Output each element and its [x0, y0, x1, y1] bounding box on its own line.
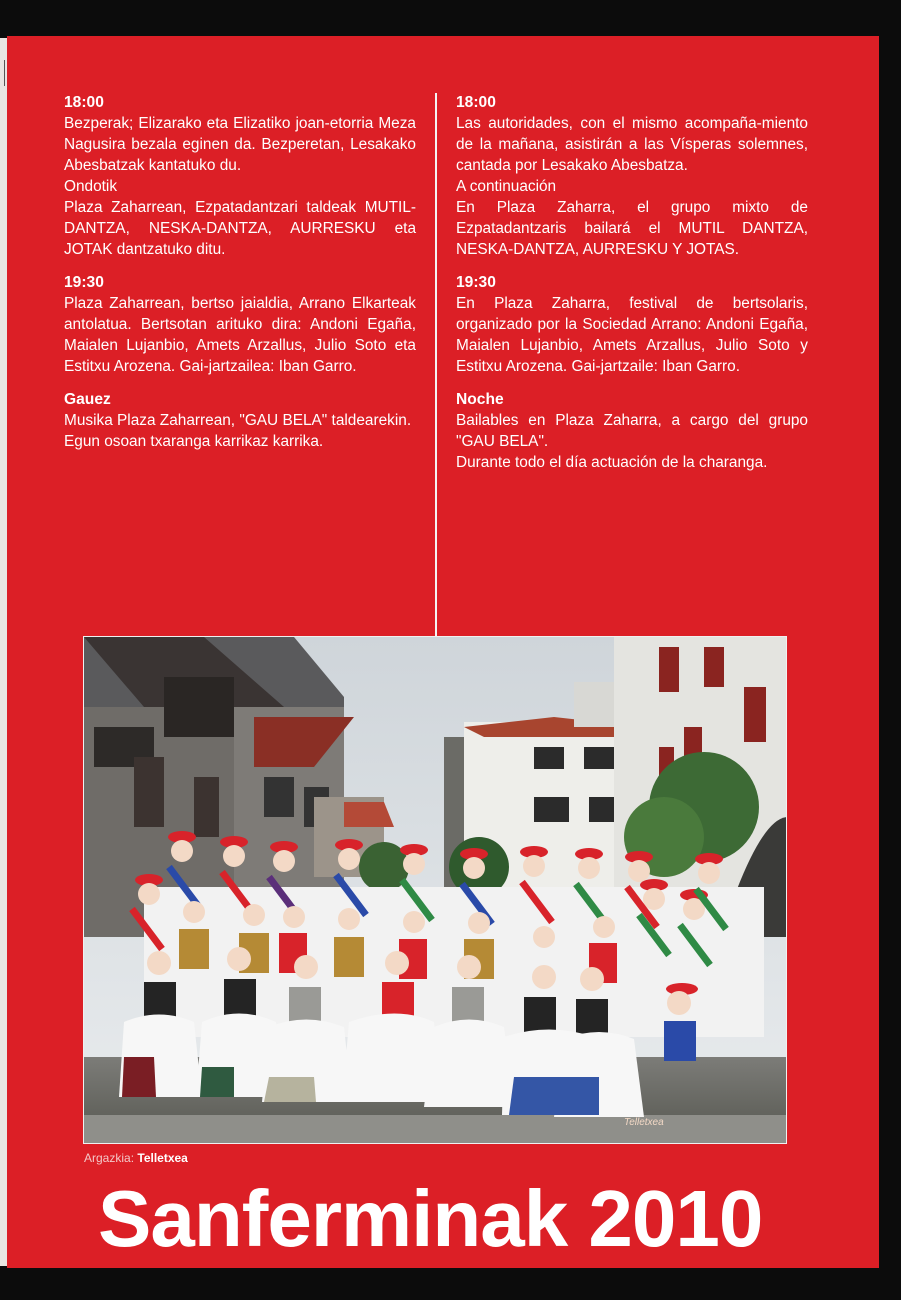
section-paragraph: Plaza Zaharrean, bertso jaialdia, Arrano Elkarteak antolatua. Bertsotan arituko dira: Andoni Egaña, Maialen Lujanbio, Amets Arzallus, Julio Soto eta Estitxu Arozena. Gai-jartzailea: Iban Garro.: [64, 295, 416, 375]
photo-credit-name: Telletxea: [137, 1151, 188, 1165]
section-paragraph: Las autoridades, con el mismo acompaña-miento de la mañana, asistirán a las Vísperas solemnes, cantada por Lesakako Abesbatza.: [456, 115, 808, 174]
section-paragraph: Bezperak; Elizarako eta Elizatiko joan-etorria Meza Nagusira bezala eginen da. Bezperetan, Lesakako Abesbatzak kantatuko du.: [64, 115, 416, 174]
section-heading: 19:30: [64, 274, 104, 291]
section-paragraph: A continuación: [456, 178, 557, 195]
adjacent-page-edge: [0, 38, 7, 1266]
dancers-group-photo: [83, 636, 787, 1144]
section-heading: 18:00: [456, 94, 496, 111]
adjacent-page-mark: [0, 60, 5, 86]
section-paragraph: Plaza Zaharrean, Ezpatadantzari taldeak MUTIL-DANTZA, NESKA-DANTZA, AURRESKU eta JOTAK dantzatuko ditu.: [64, 199, 416, 258]
section-heading: Noche: [456, 391, 504, 408]
section-paragraph: En Plaza Zaharra, festival de bertsolaris, organizado por la Sociedad Arrano: Andoni Egaña, Maialen Lujanbio, Amets Arzallus, Julio Soto y Estitxu Arozena. Gai-jartzaile: Iban Garro.: [456, 295, 808, 375]
section-heading: Gauez: [64, 391, 111, 408]
photo-credit: [84, 1151, 188, 1165]
section-paragraph: Ondotik: [64, 178, 118, 195]
photo-credit-label: Argazkia:: [84, 1151, 135, 1165]
section-paragraph: Musika Plaza Zaharrean, "GAU BELA" taldearekin.: [64, 412, 412, 429]
schedule-section: [456, 389, 808, 473]
schedule-section: [456, 92, 808, 260]
svg-text:Telletxea: Telletxea: [624, 1117, 664, 1128]
section-heading: 18:00: [64, 94, 104, 111]
section-paragraph: Durante todo el día actuación de la charanga.: [456, 454, 768, 471]
schedule-section: [456, 272, 808, 377]
basque-column: [64, 92, 416, 464]
section-heading: 19:30: [456, 274, 496, 291]
schedule-section: [64, 272, 416, 377]
spanish-column: [456, 92, 808, 485]
section-paragraph: Bailables en Plaza Zaharra, a cargo del grupo "GAU BELA".: [456, 412, 808, 450]
section-paragraph: Egun osoan txaranga karrikaz karrika.: [64, 433, 324, 450]
page-title: Sanferminak 2010: [98, 1174, 763, 1263]
schedule-section: [64, 389, 416, 452]
column-divider: [435, 93, 437, 636]
section-paragraph: En Plaza Zaharra, el grupo mixto de Ezpatadantzaris bailará el MUTIL DANTZA, NESKA-DANTZA, AURRESKU Y JOTAS.: [456, 199, 808, 258]
schedule-section: [64, 92, 416, 260]
